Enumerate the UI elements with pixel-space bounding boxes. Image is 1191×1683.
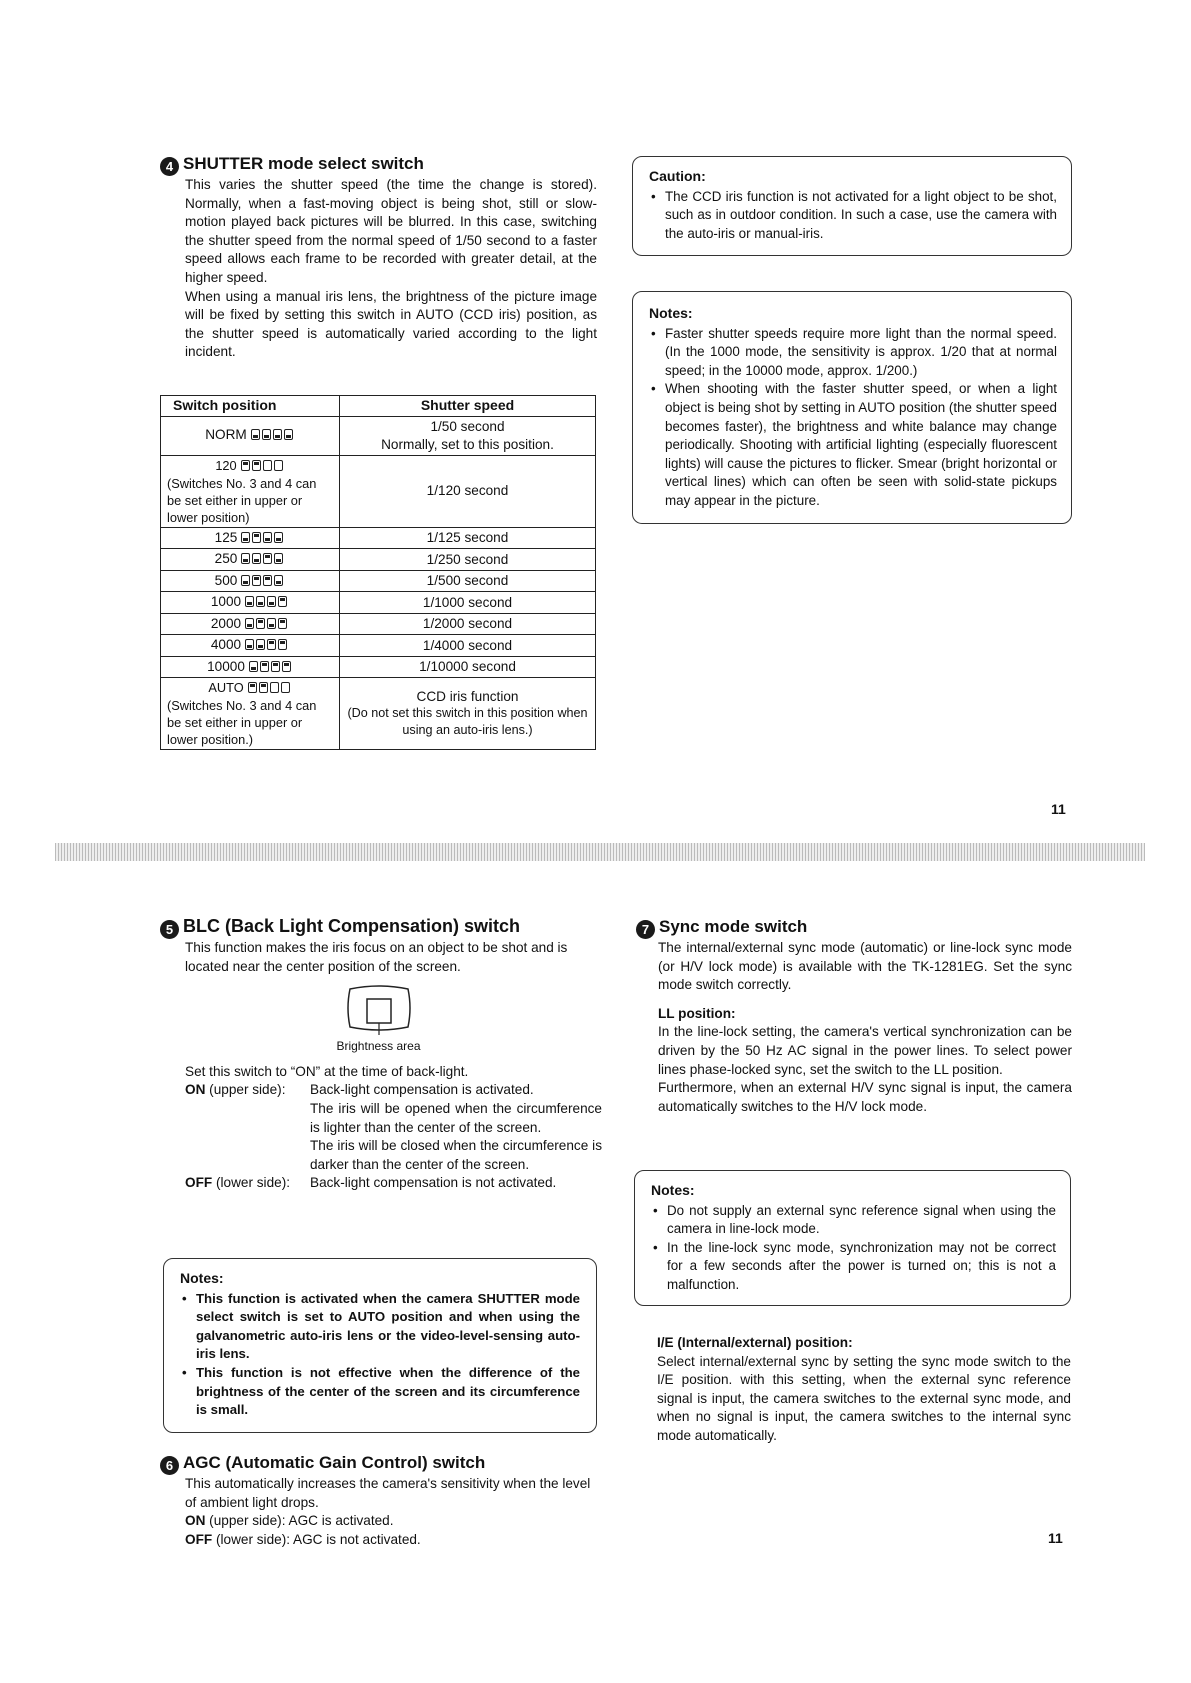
- agc-heading: [160, 1453, 602, 1475]
- figure-caption: Brightness area: [336, 1038, 421, 1053]
- table-row: [161, 656, 596, 678]
- on-label: ON: [185, 1513, 206, 1529]
- list-item: • This function is activated when the camera SHUTTER mode select switch is set to AUTO position and when using the galvanometric auto-iris lens or the video-level-sensing auto-iris lens.: [196, 1290, 580, 1364]
- list-item: • In the line-lock sync mode, synchronization may not be correct for a few seconds after the power is turned on; this is not a malfunction.: [667, 1239, 1056, 1295]
- blc-title: BLC (Back Light Compensation) switch: [183, 916, 521, 936]
- sync-section: [636, 917, 1072, 1116]
- caution-box: [632, 156, 1072, 256]
- switch-position: AUTO: [208, 680, 244, 695]
- brightness-area-figure: [185, 981, 602, 1053]
- sync-intro: The internal/external sync mode (automatic) or line-lock sync mode (or H/V lock mode) is available with the TK-1281EG. Set the sync mode switch correctly.: [658, 940, 1072, 993]
- agc-body: [160, 1475, 602, 1549]
- agc-title: AGC (Automatic Gain Control) switch: [183, 1453, 486, 1472]
- page-number: 11: [1048, 1530, 1063, 1546]
- shutter-speed-value: 1/1000 second: [340, 592, 596, 614]
- ll-position-text-2: Furthermore, when an external H/V sync signal is input, the camera automatically switches to the H/V lock mode.: [658, 1080, 1072, 1114]
- off-label: OFF: [185, 1175, 213, 1191]
- shutter-speed-value: 1/120 second: [340, 455, 596, 527]
- brightness-area-diagram: [344, 981, 414, 1035]
- blc-body: [160, 939, 602, 1193]
- ll-position-title: LL position:: [658, 1005, 736, 1021]
- list-item: • Faster shutter speeds require more light than the normal speed. (In the 1000 mode, the sensitivity is approx. 1/20 that at normal speed; in the 10000 mode, approx. 1/200.): [665, 325, 1057, 381]
- agc-off-text: (lower side): AGC is not activated.: [215, 1531, 421, 1547]
- shutter-speed-value: 1/250 second: [340, 549, 596, 571]
- shutter-speed-value: 1/10000 second: [340, 656, 596, 678]
- table-row: [161, 592, 596, 614]
- off-label: OFF: [185, 1531, 213, 1547]
- switch-position: 250: [214, 551, 238, 566]
- column-header: Switch position: [161, 396, 340, 417]
- caution-title: Caution:: [649, 168, 706, 184]
- list-item: • Do not supply an external sync reference signal when using the camera in line-lock mode.: [667, 1202, 1056, 1239]
- dip-switch-icon: [241, 551, 285, 569]
- shutter-title: SHUTTER mode select switch: [183, 154, 424, 173]
- section-number-badge: 7: [636, 920, 655, 939]
- notes-title: Notes:: [651, 1182, 695, 1198]
- table-header-row: [161, 396, 596, 417]
- off-side-label: (lower side):: [215, 1175, 290, 1191]
- dip-switch-icon: [241, 573, 285, 591]
- agc-section: [160, 1453, 602, 1549]
- blc-on-row: [185, 1081, 602, 1174]
- blc-off-row: [185, 1174, 602, 1193]
- dip-switch-icon: [241, 530, 285, 548]
- list-item: • This function is not effective when the difference of the brightness of the center of the screen and its circumference is small.: [196, 1364, 580, 1420]
- dip-switch-icon: [245, 616, 289, 634]
- switch-position: 4000: [210, 637, 242, 652]
- switch-position: 120: [215, 457, 237, 473]
- blc-intro: This function makes the iris focus on an object to be shot and is located near the center position of the screen.: [185, 940, 568, 974]
- shutter-paragraph-2: When using a manual iris lens, the brightness of the picture image will be fixed by setting this switch in AUTO (CCD iris) position, as the shutter speed is automatically varied according to the light incident.: [185, 288, 597, 360]
- list-item: • The CCD iris function is not activated for a light object to be shot, such as in outdoor condition. In such a case, use the camera with the auto-iris or manual-iris.: [665, 188, 1057, 244]
- dip-switch-icon: [241, 458, 285, 475]
- blc-heading: [160, 916, 602, 939]
- dip-switch-icon: [249, 659, 293, 677]
- switch-position: 125: [214, 529, 238, 545]
- section-number-badge: 4: [160, 157, 179, 176]
- notes-list: [649, 325, 1057, 511]
- blc-notes-box: [163, 1258, 597, 1433]
- switch-position: 500: [214, 572, 238, 588]
- shutter-section: [160, 154, 597, 362]
- table-row: [161, 635, 596, 657]
- shutter-notes-box: [632, 291, 1072, 524]
- shutter-speed-value: 1/500 second: [340, 570, 596, 592]
- shutter-speed-value: 1/125 second: [340, 527, 596, 549]
- sync-heading: [636, 917, 1072, 939]
- ll-position-text: In the line-lock setting, the camera's vertical synchronization can be driven by the 50 Hz AC signal in the power lines. To select power lines phase-locked sync, set the switch to the LL position.: [658, 1024, 1072, 1077]
- dip-switch-icon: [245, 637, 289, 655]
- blc-on-text: Back-light compensation is activated.: [310, 1082, 534, 1098]
- agc-on-row: [185, 1512, 602, 1531]
- agc-on-text: (upper side): AGC is activated.: [209, 1513, 394, 1529]
- page-divider: [55, 843, 1145, 861]
- shutter-speed-value: CCD iris function: [416, 688, 519, 704]
- column-header: Shutter speed: [340, 396, 596, 417]
- table-row: [161, 549, 596, 571]
- shutter-speed-note: (Do not set this switch in this position when using an auto-iris lens.): [347, 706, 588, 738]
- caution-list: [649, 188, 1057, 244]
- dip-switch-icon: [251, 427, 295, 445]
- blc-set-line: Set this switch to “ON” at the time of back-light.: [185, 1063, 469, 1079]
- blc-section: [160, 916, 602, 1193]
- table-row: [161, 527, 596, 549]
- table-row: [161, 613, 596, 635]
- table-row: [161, 570, 596, 592]
- shutter-speed-value: 1/50 second: [430, 419, 505, 434]
- table-row: [161, 678, 596, 750]
- notes-title: Notes:: [649, 305, 693, 321]
- ie-position-text: Select internal/external sync by setting the sync mode switch to the I/E position. with this setting, when the external sync reference signal is input, the camera switches to the external sync mode, and when no signal is input, the camera switches to the internal sync mode automatically.: [657, 1353, 1071, 1443]
- notes-list: [180, 1290, 580, 1420]
- shutter-speed-value: 1/2000 second: [340, 613, 596, 635]
- shutter-heading: [160, 154, 597, 176]
- blc-on-close-text: The iris will be closed when the circumference is darker than the center of the screen.: [310, 1138, 602, 1172]
- shutter-paragraph-1: This varies the shutter speed (the time the change is stored). Normally, when a fast-moving object is being shot, still or slow-motion played back pictures will be blurred. In this case, switching the shutter speed from the normal speed of 1/50 second to a faster speed allows each frame to be recorded with greater detail, at the higher speed.: [185, 177, 597, 285]
- agc-intro: This automatically increases the camera's sensitivity when the level of ambient light drops.: [185, 1476, 591, 1510]
- ie-position-title: I/E (Internal/external) position:: [657, 1335, 853, 1350]
- list-item: • When shooting with the faster shutter speed, or when a light object is being shot by setting in AUTO position (the shutter speed becomes faster), the brightness and white balance may change periodically. Shooting with artificial lighting (especially fluorescent lights) will cause the pictures to flicker. Smear (bright horizontal or vertical lines) which can often be seen with solid-state pickups may appear in the picture.: [665, 380, 1057, 510]
- shutter-speed-value: 1/4000 second: [340, 635, 596, 657]
- table-row: [161, 455, 596, 527]
- page-number: 11: [1051, 801, 1066, 817]
- switch-position: 1000: [210, 594, 242, 609]
- blc-off-text: Back-light compensation is not activated.: [310, 1175, 557, 1191]
- sync-body: [636, 939, 1072, 1116]
- notes-title: Notes:: [180, 1270, 224, 1286]
- agc-off-row: [185, 1531, 602, 1550]
- switch-position: 2000: [210, 615, 242, 631]
- blc-on-open-text: The iris will be opened when the circumference is lighter than the center of the screen.: [310, 1100, 602, 1135]
- switch-position: NORM: [205, 427, 247, 443]
- dip-switch-icon: [245, 594, 289, 612]
- section-number-badge: 5: [160, 920, 179, 939]
- on-side-label: (upper side):: [209, 1082, 286, 1098]
- sync-title: Sync mode switch: [659, 917, 808, 936]
- sync-notes-box: [634, 1170, 1071, 1306]
- table-row: [161, 416, 596, 455]
- section-number-badge: 6: [160, 1456, 179, 1475]
- ie-position-section: [657, 1334, 1071, 1446]
- notes-list: [651, 1202, 1056, 1295]
- switch-position: 10000: [207, 658, 245, 674]
- shutter-speed-note: Normally, set to this position.: [381, 436, 554, 452]
- shutter-speed-table: [160, 395, 596, 750]
- dip-switch-icon: [248, 680, 292, 697]
- on-label: ON: [185, 1082, 206, 1098]
- switch-position-note: (Switches No. 3 and 4 can be set either in upper or lower position): [167, 475, 317, 525]
- switch-position-note: (Switches No. 3 and 4 can be set either in upper or lower position.): [167, 698, 317, 747]
- shutter-body: [160, 176, 597, 362]
